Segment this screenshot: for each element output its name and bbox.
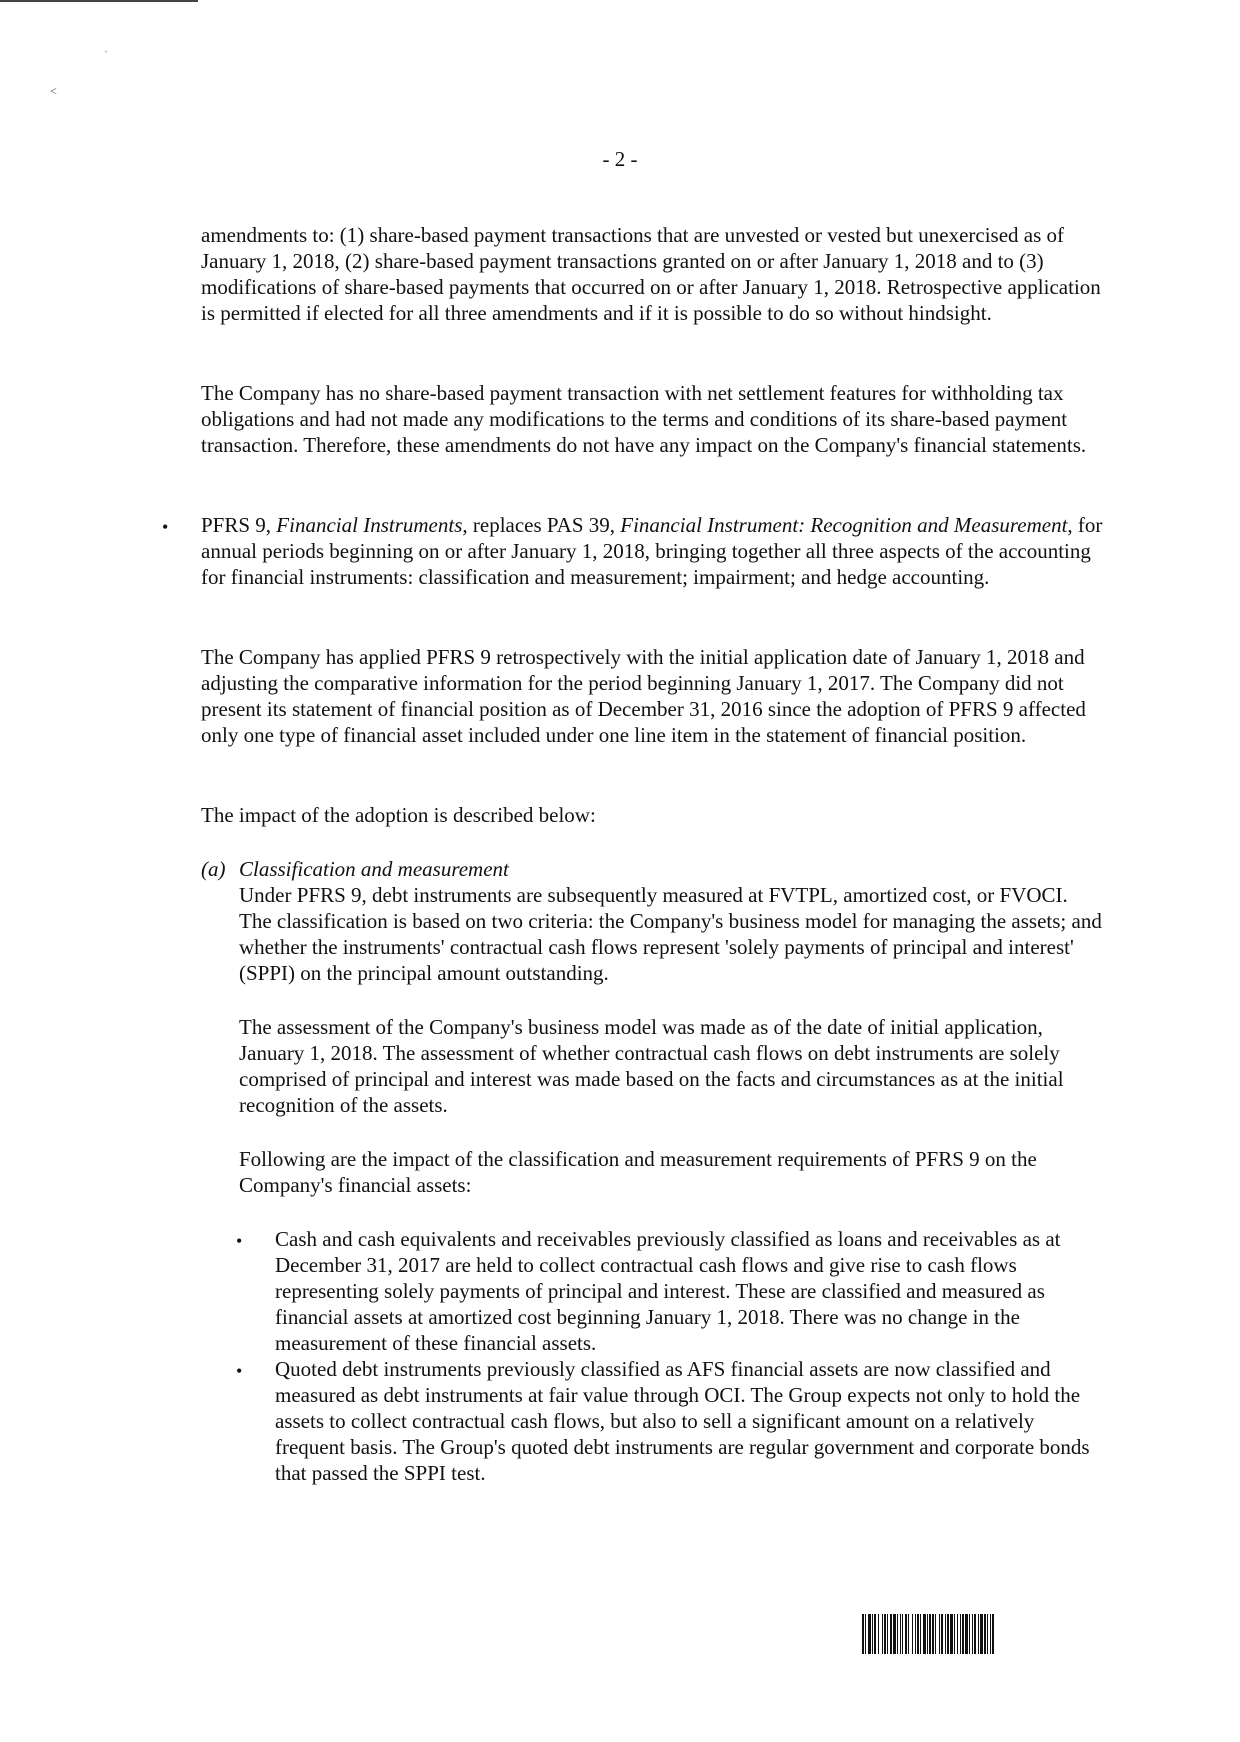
scan-speck: ˂ — [50, 84, 57, 98]
paragraph-impact-intro: The impact of the adoption is described below: — [201, 803, 596, 827]
barcode-bar — [912, 1614, 913, 1654]
paragraph-no-impact: The Company has no share-based payment transaction with net settlement features for withholding tax obligations and had not made any modifications to the terms and conditions of its share-based payment transaction. Therefore, these amendments do not have any impact on the Company's financial statements. — [201, 381, 1087, 457]
barcode-bar — [978, 1614, 979, 1654]
barcode-bar — [945, 1614, 946, 1654]
list-item-cash-equivalents: Cash and cash equivalents and receivables previously classified as loans and receivables as at December 31, 2017 are held to collect contractual cash flows and give rise to cash flows representing solely payments of principal and interest. These are classified and measured as financial assets at amortized cost beginning January 1, 2018. There was no change in the measurement of these financial assets. — [275, 1227, 1061, 1355]
section-a-label: (a) — [201, 857, 226, 881]
pfrs9-text-1: PFRS 9, — [201, 513, 277, 537]
paragraph-amendments-continuation: amendments to: (1) share-based payment transactions that are unvested or vested but unexercised as of January 1, 2018, (2) share-based payment transactions granted on or after January 1, 2018 and to (3) modifications of share-based payments that occurred on or after January 1, 2018. Retrospective application is permitted if elected for all three amendments and if it is possible to do so without hindsight. — [201, 223, 1101, 325]
pfrs9-italic-recognition-measurement: Financial Instrument: Recognition and Measurement — [620, 513, 1068, 537]
barcode-bar — [897, 1614, 898, 1654]
barcode-bar — [905, 1614, 907, 1654]
barcode-bar — [923, 1614, 926, 1654]
barcode-bar — [868, 1614, 871, 1654]
barcode-bar — [920, 1614, 921, 1654]
paragraph-section-a-3: Following are the impact of the classification and measurement requirements of PFRS 9 on the Company's financial assets: — [239, 1147, 1037, 1197]
barcode-bar — [900, 1614, 901, 1654]
barcode-bar — [935, 1614, 936, 1654]
barcode-bar — [872, 1614, 873, 1654]
barcode-bar — [969, 1614, 970, 1654]
pfrs9-text-2: , replaces PAS 39, — [462, 513, 621, 537]
barcode-bar — [929, 1614, 931, 1654]
barcode-bar — [954, 1614, 955, 1654]
page-number: - 2 - — [602, 147, 638, 171]
barcode-image — [862, 1614, 1110, 1654]
barcode-bar — [974, 1614, 976, 1654]
barcode-bar — [915, 1614, 916, 1654]
barcode-bar — [972, 1614, 973, 1654]
section-a-heading: Classification and measurement — [239, 857, 509, 881]
paragraph-pfrs9 — [201, 512, 1103, 590]
barcode-bar — [908, 1614, 909, 1654]
barcode-bar — [965, 1614, 968, 1654]
barcode-bar — [917, 1614, 919, 1654]
barcode-bar — [927, 1614, 928, 1654]
barcode-bar — [957, 1614, 958, 1654]
paragraph-applied-retrospectively: The Company has applied PFRS 9 retrospectively with the initial application date of January 1, 2018 and adjusting the comparative information for the period beginning January 1, 2017. The Company did not present its statement of financial position as of December 31, 2016 since the adoption of PFRS 9 affected only one type of financial asset included under one line item in the statement of financial position. — [201, 645, 1086, 747]
barcode-bar — [902, 1614, 903, 1654]
paragraph-section-a-1: Under PFRS 9, debt instruments are subsequently measured at FVTPL, amortized cost, or FVOCI. The classification is based on two criteria: the Company's business model for managing the assets; and whether the instruments' contractual cash flows represent 'solely payments of principal and interest' (SPPI) on the principal amount outstanding. — [239, 883, 1102, 985]
barcode-bar — [987, 1614, 988, 1654]
scan-top-rule — [0, 0, 198, 2]
pfrs9-italic-financial-instruments: Financial Instruments — [276, 513, 463, 537]
barcode-bar — [932, 1614, 934, 1654]
barcode-bar — [862, 1614, 864, 1654]
barcode-bar — [962, 1614, 964, 1654]
barcode-bar — [874, 1614, 876, 1654]
bullet-marker: • — [162, 517, 169, 537]
pfrs9-text-3: , for annual periods beginning on or after January 1, 2018, bringing together all three aspects of the accounting for financial instruments: classification and measurement; impairment; and hedge accounting. — [201, 513, 1103, 589]
barcode-bar — [950, 1614, 953, 1654]
barcode-bar — [882, 1614, 883, 1654]
paragraph-section-a-2: The assessment of the Company's business model was made as of the date of initial application, January 1, 2018. The assessment of whether contractual cash flows on debt instruments are solely comprised of principal and interest was made based on the facts and circumstances as at the initial recognition of the assets. — [239, 1015, 1064, 1117]
barcode-bar — [893, 1614, 896, 1654]
barcode-bar — [878, 1614, 879, 1654]
barcode-bar — [884, 1614, 886, 1654]
scan-speck: ˌ — [104, 39, 108, 53]
barcode-bar — [939, 1614, 940, 1654]
barcode-bar — [887, 1614, 888, 1654]
barcode-bar — [941, 1614, 943, 1654]
barcode-bar — [992, 1614, 994, 1654]
barcode-bar — [990, 1614, 991, 1654]
barcode-bar — [984, 1614, 986, 1654]
barcode-bar — [960, 1614, 961, 1654]
list-item-quoted-debt: Quoted debt instruments previously classified as AFS financial assets are now classified and measured as debt instruments at fair value through OCI. The Group expects not only to hold the assets to collect contractual cash flows, but also to sell a significant amount on a relatively frequent basis. The Group's quoted debt instruments are regular government and corporate bonds that passed the SPPI test. — [275, 1357, 1090, 1485]
barcode-bar — [947, 1614, 949, 1654]
barcode-bar — [890, 1614, 892, 1654]
bullet-marker: • — [236, 1361, 243, 1381]
barcode-bar — [980, 1614, 983, 1654]
bullet-marker: • — [236, 1231, 243, 1251]
barcode-bar — [865, 1614, 866, 1654]
